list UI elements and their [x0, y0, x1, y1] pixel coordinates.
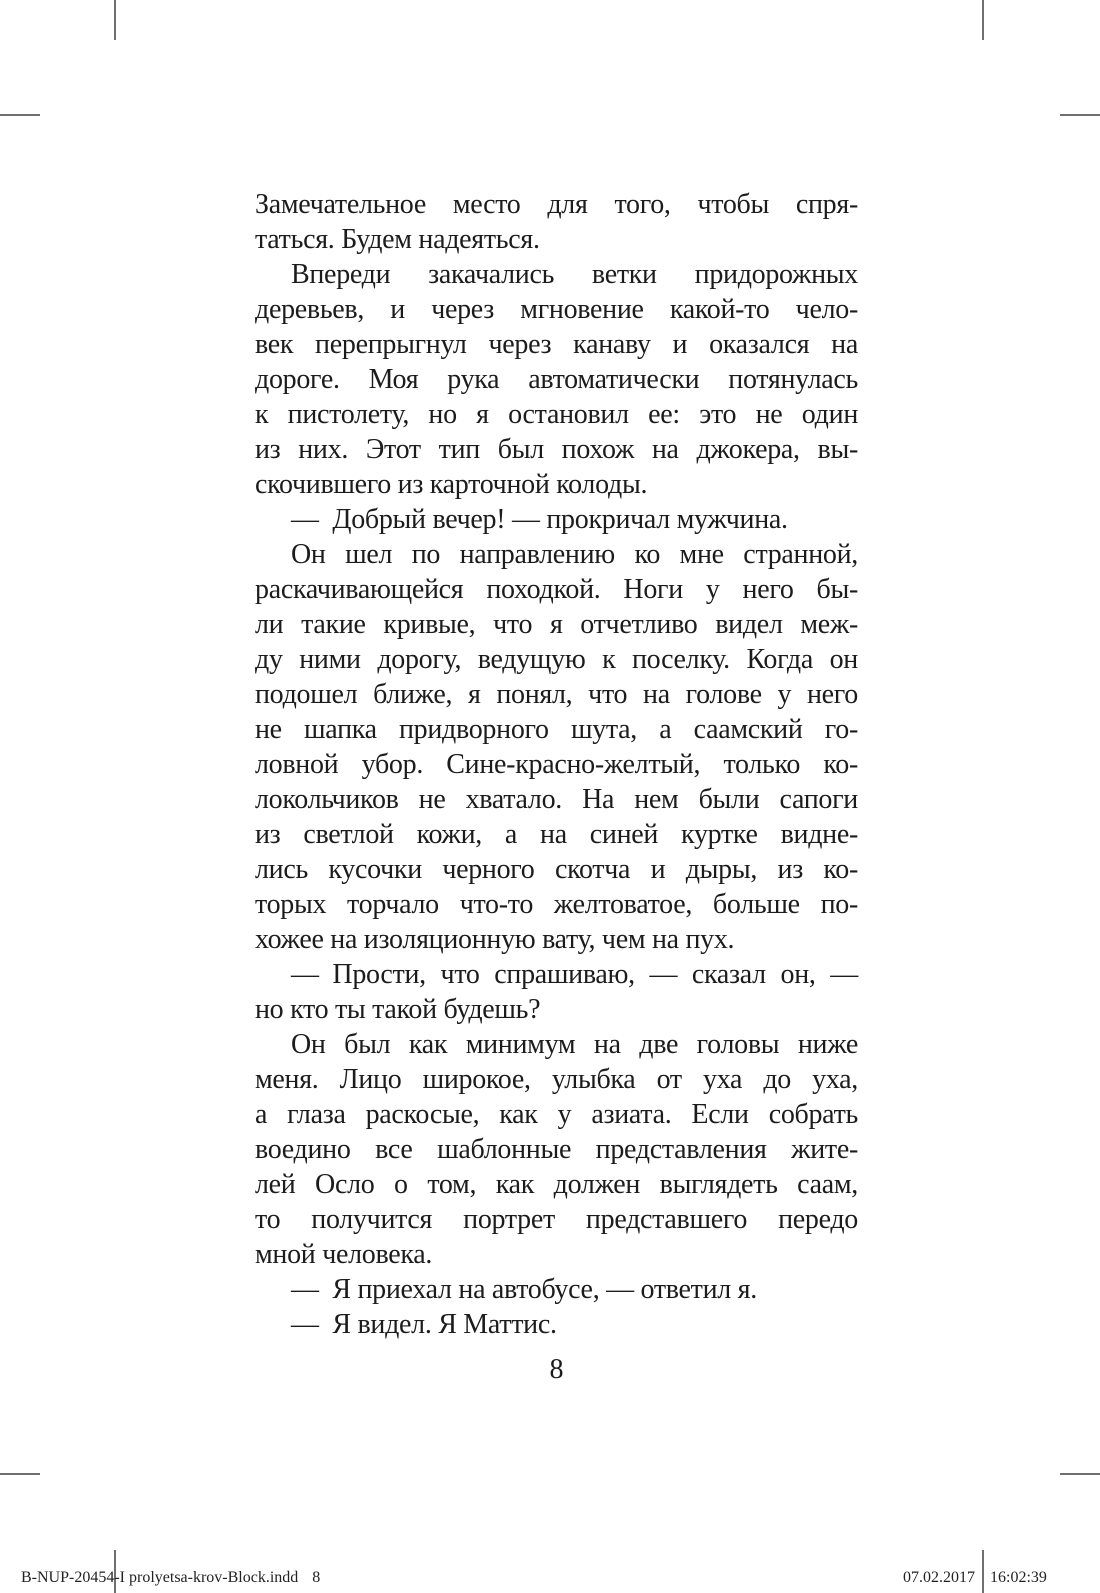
text-line: не шапка придворного шута, а саамский го-: [255, 714, 858, 745]
text-line: Замечательное место для того, чтобы спря-: [255, 189, 858, 220]
text-line: лей Осло о том, как должен выглядеть саам,: [255, 1169, 858, 1200]
text-line: хожее на изоляционную вату, чем на пух.: [255, 924, 735, 955]
crop-mark-top-right-horizontal: [1060, 114, 1100, 116]
text-line: Он был как минимум на две головы ниже: [291, 1029, 858, 1060]
text-line: локольчиков не хватало. На нем были сапоги: [255, 784, 858, 815]
text-line: из светлой кожи, а на синей куртке видне-: [255, 819, 858, 850]
text-line: — Прости, что спрашиваю, — сказал он, —: [291, 959, 858, 990]
text-line: мной человека.: [255, 1239, 433, 1270]
text-line: раскачивающейся походкой. Ноги у него бы-: [255, 574, 858, 605]
slug-time: 16:02:39: [990, 1569, 1047, 1586]
text-line: то получится портрет представшего передо: [255, 1204, 858, 1235]
text-line: ловной убор. Сине-красно-желтый, только ко-: [255, 749, 858, 780]
text-line: ду ними дорогу, ведущую к поселку. Когда он: [255, 644, 858, 675]
text-line: воедино все шаблонные представления жите-: [255, 1134, 858, 1165]
text-line: Впереди закачались ветки придорожных: [291, 259, 858, 290]
text-line: но кто ты такой будешь?: [255, 994, 541, 1025]
crop-mark-bottom-right-horizontal: [1060, 1473, 1100, 1475]
page-number: 8: [549, 1354, 564, 1385]
crop-mark-top-right-vertical: [982, 0, 984, 40]
text-line: из них. Этот тип был похож на джокера, вы-: [255, 434, 858, 465]
text-line: дороге. Моя рука автоматически потянулась: [255, 364, 858, 395]
text-line: деревьев, и через мгновение какой-то чело-: [255, 294, 858, 325]
text-line: — Я видел. Я Маттис.: [291, 1309, 557, 1340]
crop-mark-bottom-left-horizontal: [0, 1473, 40, 1475]
crop-mark-top-left-vertical: [114, 0, 116, 40]
text-line: — Я приехал на автобусе, — ответил я.: [291, 1274, 757, 1305]
text-line: — Добрый вечер! — прокричал мужчина.: [291, 504, 788, 535]
slug-file-page: 8: [312, 1569, 321, 1586]
text-line: лись кусочки черного скотча и дыры, из ко-: [255, 854, 858, 885]
text-line: ли такие кривые, что я отчетливо видел меж-: [255, 609, 858, 640]
slug-date: 07.02.2017: [903, 1569, 975, 1586]
text-line: Он шел по направлению ко мне странной,: [291, 539, 858, 570]
crop-mark-bottom-right-vertical: [982, 1550, 984, 1593]
text-line: скочившего из карточной колоды.: [255, 469, 648, 500]
text-line: таться. Будем надеяться.: [255, 224, 540, 255]
text-line: подошел ближе, я понял, что на голове у него: [255, 679, 858, 710]
slug-line-left: [21, 1568, 320, 1587]
text-line: меня. Лицо широкое, улыбка от уха до уха,: [255, 1064, 858, 1095]
body-text: [255, 187, 858, 1342]
text-line: к пистолету, но я остановил ее: это не один: [255, 399, 858, 430]
text-line: торых торчало что-то желтоватое, больше по-: [255, 889, 858, 920]
text-line: а глаза раскосые, как у азиата. Если собрать: [255, 1099, 858, 1130]
slug-file-name: B-NUP-20454-I prolyetsa-krov-Block.indd: [21, 1569, 299, 1586]
crop-mark-top-left-horizontal: [0, 114, 40, 116]
text-line: век перепрыгнул через канаву и оказался на: [255, 329, 858, 360]
